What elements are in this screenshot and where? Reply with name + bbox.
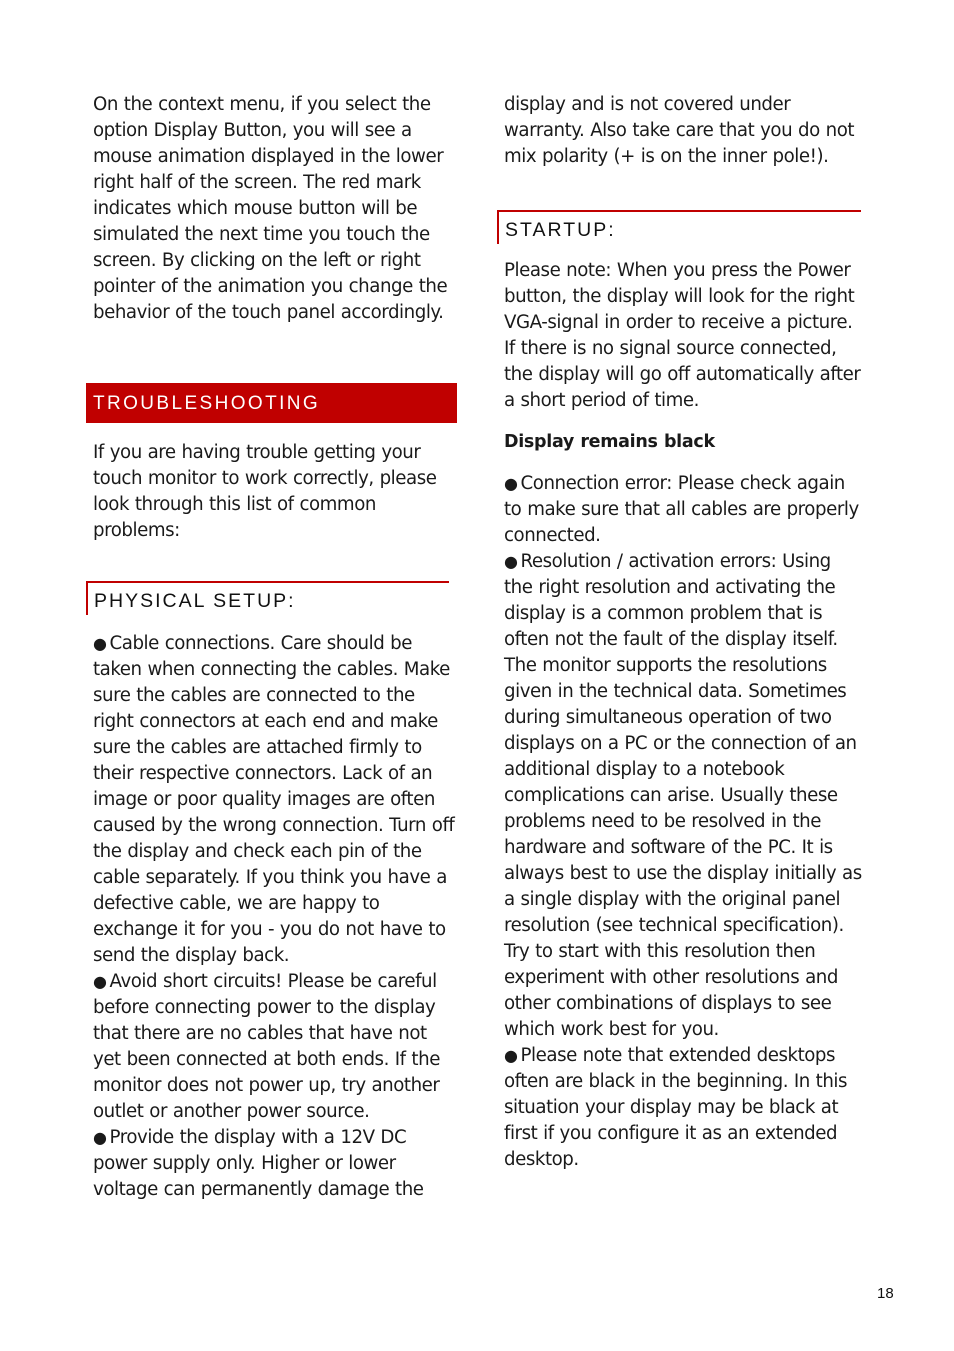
startup-heading: STARTUP: [497,210,861,244]
troubleshooting-heading: TROUBLESHOOTING [86,383,457,423]
page-number: 18 [877,1285,894,1302]
display-black-list [504,471,864,1173]
bullet-icon: ● [504,1046,518,1065]
list-item: ● Provide the display with a 12V DC power supply only. Higher or lower voltage can permanently damage the [93,1127,424,1200]
bullet-icon: ● [93,972,107,991]
display-black-heading: Display remains black [504,432,715,452]
bullet-icon: ● [93,634,107,653]
startup-note: Please note: When you press the Power button, the display will look for the right VGA-signal in order to receive a picture. If there is no signal source connected, the display will go off automatically after a short period of time. [504,260,861,411]
list-item: ● Resolution / activation errors: Using the right resolution and activating the display is a common problem that is often not the fault of the display itself. The monitor supports the resolutions given in the technical data. Sometimes during simultaneous operation of two displays on a PC or the connection of an additional display to a notebook complications can arise. Usually these problems need to be resolved in the hardware and software of the PC. It is always best to use the display initially as a single display with the original panel resolution (see technical specification). Try to start with this resolution then experiment with other resolutions and other combinations of displays to see which work best for you. [504,551,862,1040]
bullet-icon: ● [504,474,518,493]
list-item: ● Connection error: Please check again to make sure that all cables are properly connected. [504,473,859,546]
intro-paragraph: On the context menu, if you select the option Display Button, you will see a mouse animation displayed in the lower right half of the screen. The red mark indicates which mouse button will be simulated the next time you touch the screen. By clicking on the left or right pointer of the animation you change the behavior of the touch panel accordingly. [93,94,448,323]
bullet-icon: ● [504,552,518,571]
physical-setup-heading: PHYSICAL SETUP: [86,581,449,615]
continuation-paragraph: display and is not covered under warranty. Also take care that you do not mix polarity (+ is on the inner pole!). [504,94,855,167]
list-item: ● Cable connections. Care should be taken when connecting the cables. Make sure the cables are connected to the right connectors at each end and make sure the cables are attached firmly to their respective connectors. Lack of an image or poor quality images are often caused by the wrong connection. Turn off the display and check each pin of the cable separately. If you think you have a defective cable, we are happy to exchange it for you - you do not have to send the display back. [93,633,455,966]
physical-setup-list [93,631,458,1203]
bullet-icon: ● [93,1128,107,1147]
list-item: ● Avoid short circuits! Please be careful before connecting power to the display that there are no cables that have not yet been connected at both ends. If the monitor does not power up, try another outlet or another power source. [93,971,440,1122]
list-item: ● Please note that extended desktops often are black in the beginning. In this situation your display may be black at first if you configure it as an extended desktop. [504,1045,848,1170]
troubleshooting-intro: If you are having trouble getting your touch monitor to work correctly, please look through this list of common problems: [93,442,437,541]
